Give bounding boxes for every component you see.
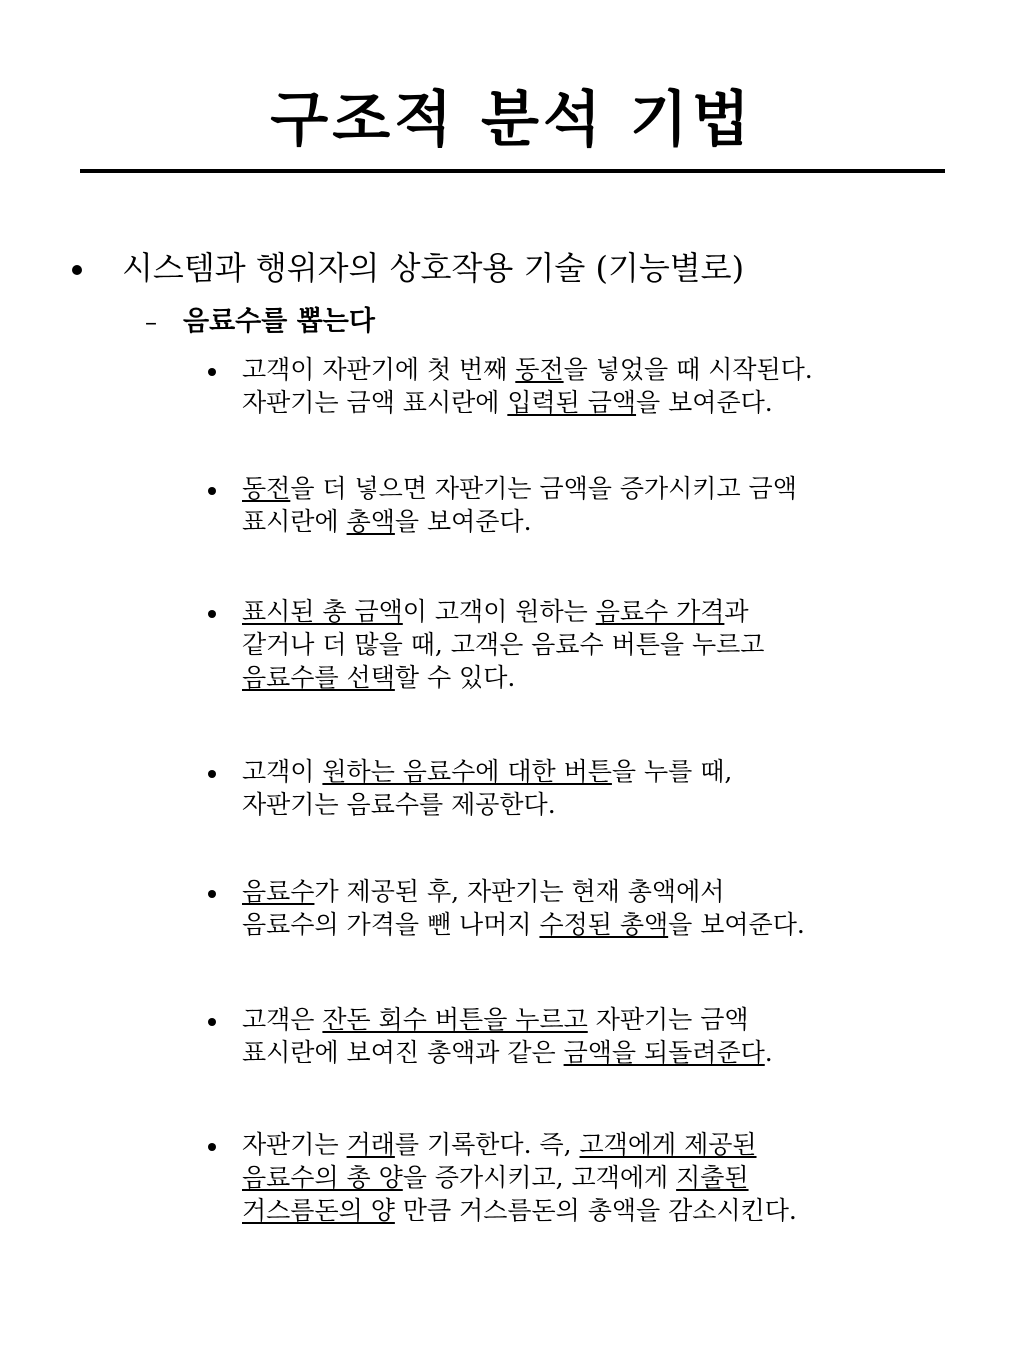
bullet-level1-text: 시스템과 행위자의 상호작용 기술 (기능별로) [122,249,745,287]
text-line [242,505,797,538]
text-segment: 를 기록한다. 즉, [394,1130,580,1159]
text-segment: 만큼 거스름돈의 총액을 감소시킨다. [394,1196,797,1225]
text-segment: 을 보여준다. [636,388,773,417]
text-segment: 고객이 자판기에 첫 번째 [242,355,516,384]
text-line [242,1036,773,1069]
bullet-dot-icon [208,610,216,618]
text-line [242,755,732,788]
text-segment: 표시란에 보여진 총액과 같은 [242,1038,564,1067]
text-line [242,1128,797,1161]
text-line [242,595,764,628]
underlined-term: 동전 [242,474,291,503]
page-title: 구조적 분석 기법 [270,85,754,155]
dash-bullet-icon: – [145,308,157,336]
underlined-term: 표시된 총 금액 [242,597,403,626]
bullet-dot-icon [72,265,82,275]
text-line [242,908,805,941]
bullet-dot-icon [208,890,216,898]
text-line [242,1161,797,1194]
underlined-term: 고객에게 제공된 [579,1130,757,1159]
text-line [242,472,797,505]
text-line [242,386,813,419]
text-line [242,353,813,386]
text-segment: 자판기는 [242,1130,347,1159]
text-segment: 을 더 넣으면 자판기는 금액을 증가시키고 금액 [290,474,797,503]
text-line [242,875,805,908]
underlined-term: 거스름돈의 양 [242,1196,395,1225]
underlined-term: 잔돈 회수 버튼을 누르고 [322,1005,588,1034]
bullet-dot-icon [208,1143,216,1151]
text-segment: 고객은 [242,1005,323,1034]
bullet-dot-icon [208,487,216,495]
text-line [242,788,732,821]
title-divider [80,169,945,173]
text-segment: 을 넣었을 때 시작된다. [563,355,813,384]
underlined-term: 동전 [515,355,564,384]
underlined-term: 원하는 음료수에 대한 버튼 [322,757,612,786]
underlined-term: 음료수를 선택 [242,663,395,692]
text-segment: 자판기는 금액 [587,1005,749,1034]
underlined-term: 입력된 금액 [507,388,637,417]
text-segment: 표시란에 [242,507,347,536]
bullet-dot-icon [208,368,216,376]
underlined-term: 금액을 되돌려준다 [563,1038,765,1067]
text-segment: 을 보여준다. [394,507,532,536]
underlined-term: 음료수 [242,877,315,906]
text-line [242,661,764,694]
text-segment: 고객이 [242,757,323,786]
text-segment: 할 수 있다. [394,663,516,692]
text-line [242,1003,773,1036]
bullet-dot-icon [208,770,216,778]
text-segment: 가 제공된 후, 자판기는 현재 총액에서 [314,877,725,906]
underlined-term: 총액 [346,507,395,536]
bullet-dot-icon [208,1018,216,1026]
text-segment: 자판기는 음료수를 제공한다. [242,790,556,819]
text-segment: 이 고객이 원하는 [402,597,596,626]
text-segment: 을 누를 때, [611,757,733,786]
text-segment: . [764,1038,773,1067]
underlined-term: 음료수의 총 양 [242,1163,403,1192]
text-segment: 음료수의 가격을 뺀 나머지 [242,910,540,939]
underlined-term: 거래 [346,1130,395,1159]
text-line [242,1194,797,1227]
text-segment: 과 [724,597,749,626]
text-segment: 같거나 더 많을 때, 고객은 음료수 버튼을 누르고 [242,630,765,659]
underlined-term: 지출된 [676,1163,749,1192]
underlined-term: 수정된 총액 [539,910,669,939]
underlined-term: 음료수 가격 [595,597,725,626]
text-segment: 을 증가시키고, 고객에게 [402,1163,677,1192]
bullet-level2-text: 음료수를 뽑는다 [183,306,375,337]
text-line [242,628,764,661]
text-segment: 을 보여준다. [668,910,805,939]
text-segment: 자판기는 금액 표시란에 [242,388,508,417]
